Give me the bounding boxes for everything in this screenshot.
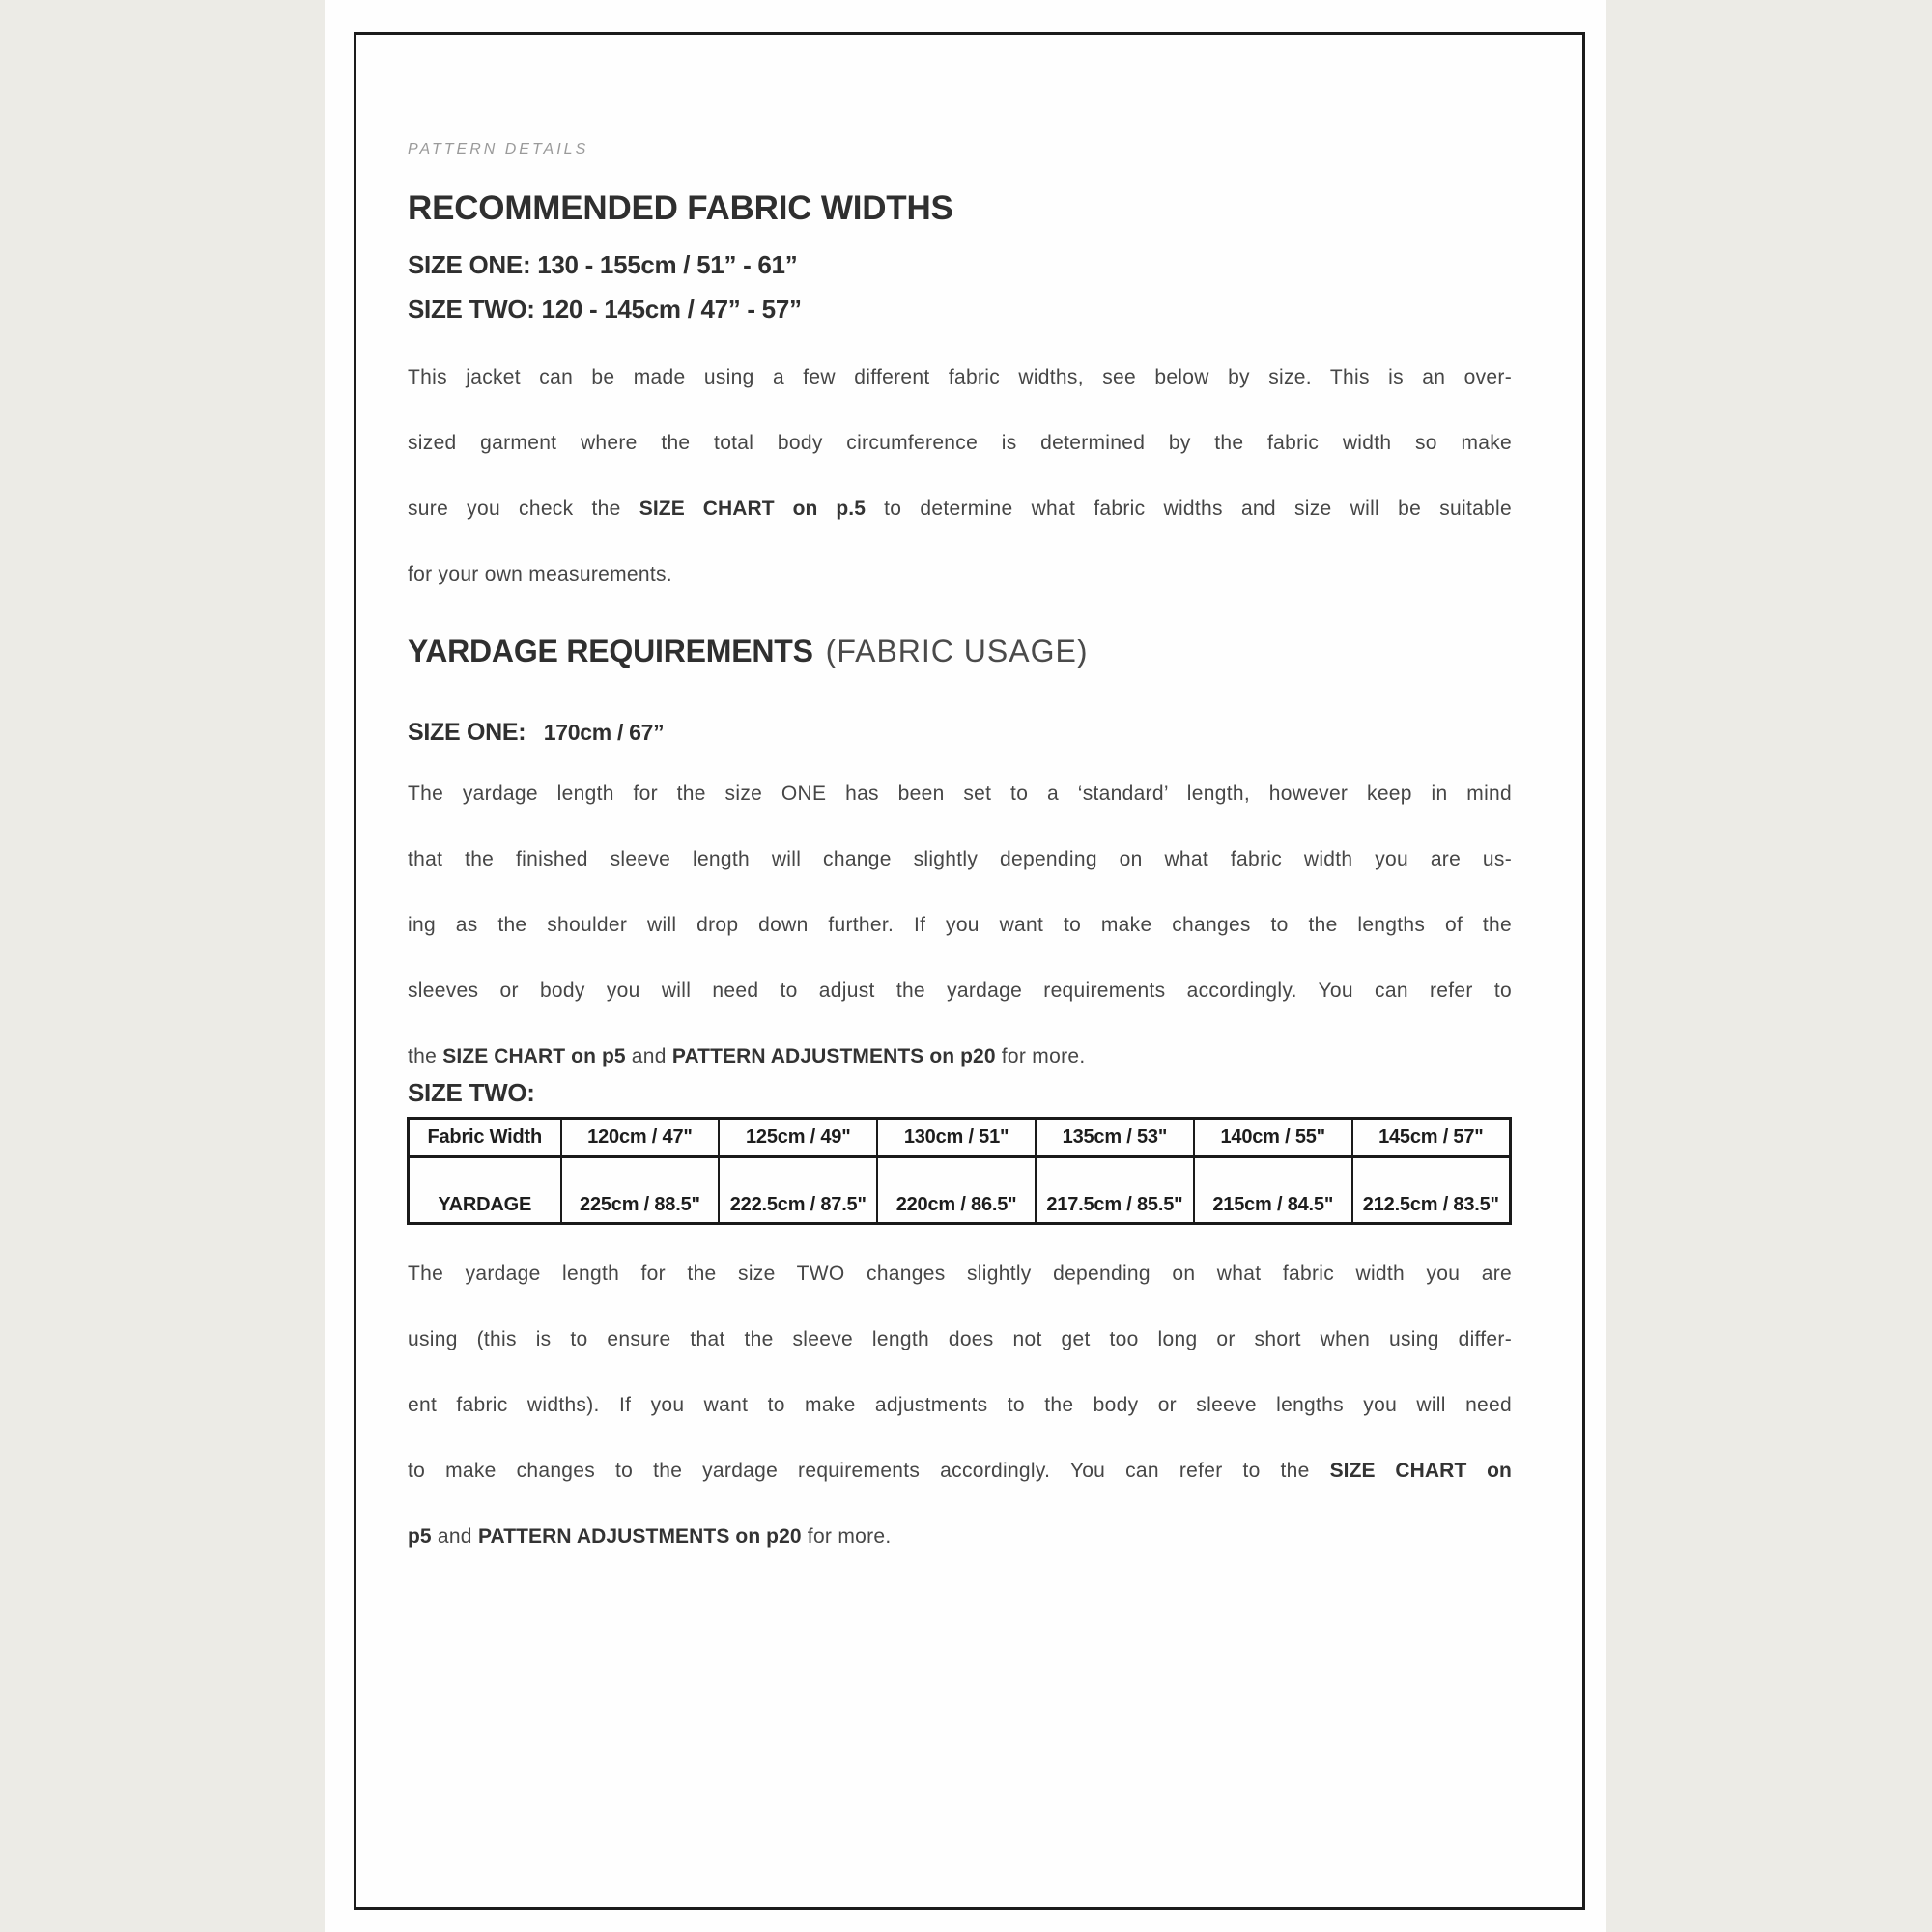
text-run: for more. <box>801 1525 892 1548</box>
text-run: sleeves or body you will need to adjust the yardage requirements accordingly. You can refer to <box>408 980 1512 1002</box>
text-run: ent fabric widths). If you want to make adjustments to the body or sleeve lengths you will need <box>408 1394 1512 1416</box>
paragraph-line <box>408 909 1512 975</box>
text-run: This jacket can be made using a few different fabric widths, see below by size. This is an over- <box>408 366 1512 388</box>
bold-text-run: SIZE CHART on p.5 <box>639 497 867 520</box>
yardage-size-one-heading <box>408 719 664 747</box>
table-header-row <box>409 1119 1511 1157</box>
yardage-requirements-title <box>408 634 1088 669</box>
text-run: to determine what fabric widths and size will be suitable <box>866 497 1512 520</box>
paragraph-line <box>408 1258 1512 1323</box>
size-one-value: 170cm / 67” <box>543 720 665 745</box>
size-two-yardage-table <box>407 1117 1512 1225</box>
paragraph-line <box>408 843 1512 909</box>
size-one-label: SIZE ONE: <box>408 719 526 746</box>
text-run: the <box>408 1045 443 1067</box>
yardage-size-two-paragraph <box>408 1258 1512 1553</box>
text-run: sure you check the <box>408 497 639 520</box>
yardage-size-one-paragraph <box>408 778 1512 1073</box>
pdf-page <box>325 0 1606 1932</box>
paragraph-line <box>408 1040 1512 1073</box>
text-run: The yardage length for the size TWO changes slightly depending on what fabric width you are <box>408 1263 1512 1285</box>
yardage-value-cell: 225cm / 88.5" <box>561 1157 720 1224</box>
size-two-fabric-widths: SIZE TWO: 120 - 145cm / 47” - 57” <box>408 295 802 324</box>
yardage-title-bold: YARDAGE REQUIREMENTS <box>408 634 813 668</box>
yardage-row-label: YARDAGE <box>409 1157 561 1224</box>
page-content <box>408 0 1512 1932</box>
fabric-width-value-cell: 120cm / 47" <box>561 1119 720 1157</box>
yardage-value-cell: 215cm / 84.5" <box>1194 1157 1352 1224</box>
section-eyebrow: PATTERN DETAILS <box>408 141 589 157</box>
text-run: for your own measurements. <box>408 563 672 585</box>
bold-text-run: p5 <box>408 1525 432 1548</box>
paragraph-line <box>408 975 1512 1040</box>
paragraph-line <box>408 1520 1512 1553</box>
yardage-value-cell: 220cm / 86.5" <box>877 1157 1036 1224</box>
yardage-title-light: (FABRIC USAGE) <box>825 634 1089 668</box>
paragraph-line <box>408 558 1512 591</box>
text-run: for more. <box>995 1045 1086 1067</box>
yardage-size-two-heading: SIZE TWO: <box>408 1078 535 1107</box>
text-run: sized garment where the total body circumference is determined by the fabric width so make <box>408 432 1512 454</box>
bold-text-run: SIZE CHART on <box>1329 1460 1512 1482</box>
paragraph-line <box>408 1389 1512 1455</box>
bold-text-run: PATTERN ADJUSTMENTS on p20 <box>477 1525 802 1548</box>
fabric-widths-paragraph <box>408 361 1512 591</box>
yardage-table-header <box>409 1119 1511 1157</box>
paragraph-line <box>408 361 1512 427</box>
paragraph-line <box>408 778 1512 843</box>
text-run: The yardage length for the size ONE has been set to a ‘standard’ length, however keep in mind <box>408 782 1512 805</box>
paragraph-line <box>408 493 1512 558</box>
paragraph-line <box>408 1455 1512 1520</box>
fabric-widths-title: RECOMMENDED FABRIC WIDTHS <box>408 189 953 227</box>
yardage-value-cell: 217.5cm / 85.5" <box>1036 1157 1194 1224</box>
bold-text-run: PATTERN ADJUSTMENTS on p20 <box>671 1045 996 1067</box>
fabric-width-value-cell: 140cm / 55" <box>1194 1119 1352 1157</box>
fabric-width-value-cell: 125cm / 49" <box>719 1119 877 1157</box>
yardage-table-body <box>409 1157 1511 1224</box>
text-run: using (this is to ensure that the sleeve length does not get too long or short when using differ- <box>408 1328 1512 1350</box>
fabric-width-header-cell: Fabric Width <box>409 1119 561 1157</box>
fabric-width-value-cell: 130cm / 51" <box>877 1119 1036 1157</box>
bold-text-run: SIZE CHART on p5 <box>442 1045 626 1067</box>
fabric-width-value-cell: 135cm / 53" <box>1036 1119 1194 1157</box>
text-run: and <box>431 1525 478 1548</box>
text-run: to make changes to the yardage requirements accordingly. You can refer to the <box>408 1460 1330 1482</box>
yardage-value-cell: 212.5cm / 83.5" <box>1352 1157 1511 1224</box>
text-run: and <box>625 1045 672 1067</box>
yardage-row <box>409 1157 1511 1224</box>
paragraph-line <box>408 427 1512 493</box>
text-run: ing as the shoulder will drop down further. If you want to make changes to the lengths of the <box>408 914 1512 936</box>
yardage-value-cell: 222.5cm / 87.5" <box>719 1157 877 1224</box>
size-one-fabric-widths: SIZE ONE: 130 - 155cm / 51” - 61” <box>408 250 798 279</box>
fabric-width-value-cell: 145cm / 57" <box>1352 1119 1511 1157</box>
text-run: that the finished sleeve length will change slightly depending on what fabric width you are us- <box>408 848 1512 870</box>
paragraph-line <box>408 1323 1512 1389</box>
